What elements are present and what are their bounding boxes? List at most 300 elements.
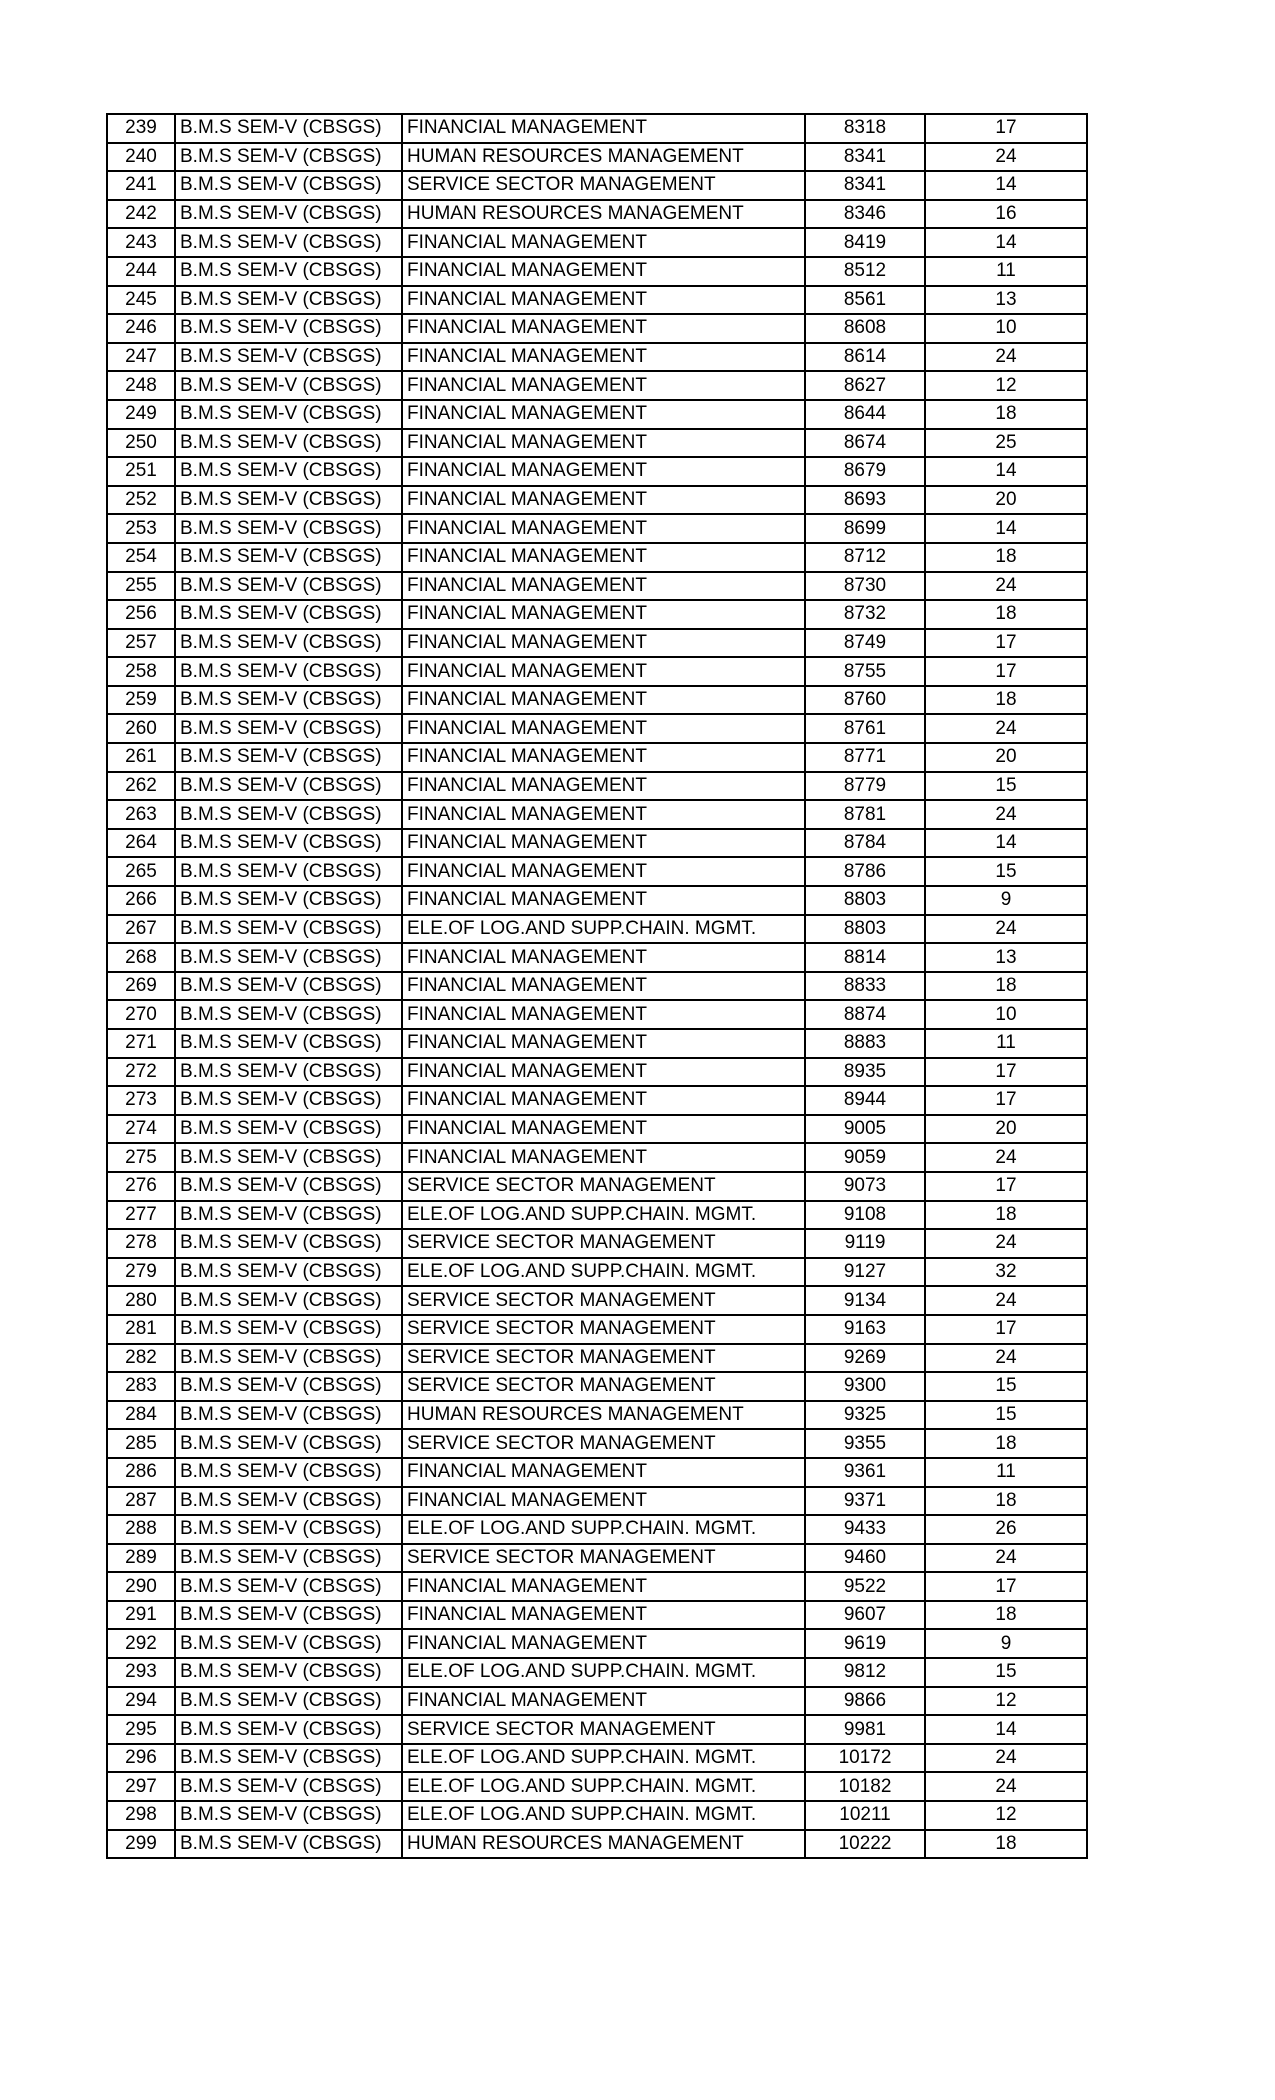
seat-number-cell: 9361 bbox=[805, 1458, 925, 1487]
marks-cell: 11 bbox=[925, 1458, 1087, 1487]
serial-number-cell: 248 bbox=[107, 371, 175, 400]
seat-number-cell: 8781 bbox=[805, 800, 925, 829]
marks-cell: 24 bbox=[925, 1544, 1087, 1573]
subject-cell: FINANCIAL MANAGEMENT bbox=[402, 857, 805, 886]
serial-number-cell: 242 bbox=[107, 200, 175, 229]
class-cell: B.M.S SEM-V (CBSGS) bbox=[175, 200, 402, 229]
marks-cell: 14 bbox=[925, 829, 1087, 858]
seat-number-cell: 8749 bbox=[805, 629, 925, 658]
serial-number-cell: 269 bbox=[107, 972, 175, 1001]
subject-cell: SERVICE SECTOR MANAGEMENT bbox=[402, 1715, 805, 1744]
serial-number-cell: 271 bbox=[107, 1029, 175, 1058]
class-cell: B.M.S SEM-V (CBSGS) bbox=[175, 1286, 402, 1315]
serial-number-cell: 299 bbox=[107, 1830, 175, 1859]
class-cell: B.M.S SEM-V (CBSGS) bbox=[175, 1372, 402, 1401]
table-row bbox=[107, 1487, 1087, 1516]
subject-cell: ELE.OF LOG.AND SUPP.CHAIN. MGMT. bbox=[402, 1772, 805, 1801]
subject-cell: FINANCIAL MANAGEMENT bbox=[402, 314, 805, 343]
subject-cell: FINANCIAL MANAGEMENT bbox=[402, 1487, 805, 1516]
class-cell: B.M.S SEM-V (CBSGS) bbox=[175, 314, 402, 343]
class-cell: B.M.S SEM-V (CBSGS) bbox=[175, 486, 402, 515]
class-cell: B.M.S SEM-V (CBSGS) bbox=[175, 371, 402, 400]
seat-number-cell: 8803 bbox=[805, 886, 925, 915]
table-row bbox=[107, 1086, 1087, 1115]
seat-number-cell: 8874 bbox=[805, 1000, 925, 1029]
serial-number-cell: 270 bbox=[107, 1000, 175, 1029]
table-row bbox=[107, 714, 1087, 743]
marks-cell: 26 bbox=[925, 1515, 1087, 1544]
marks-cell: 24 bbox=[925, 1772, 1087, 1801]
marks-cell: 17 bbox=[925, 1172, 1087, 1201]
marks-cell: 9 bbox=[925, 1629, 1087, 1658]
seat-number-cell: 8760 bbox=[805, 686, 925, 715]
subject-cell: SERVICE SECTOR MANAGEMENT bbox=[402, 171, 805, 200]
table-row bbox=[107, 772, 1087, 801]
marks-cell: 24 bbox=[925, 1229, 1087, 1258]
marks-cell: 18 bbox=[925, 1201, 1087, 1230]
class-cell: B.M.S SEM-V (CBSGS) bbox=[175, 1601, 402, 1630]
seat-number-cell: 8779 bbox=[805, 772, 925, 801]
marks-cell: 13 bbox=[925, 943, 1087, 972]
marks-cell: 24 bbox=[925, 714, 1087, 743]
seat-number-cell: 8935 bbox=[805, 1058, 925, 1087]
seat-number-cell: 9460 bbox=[805, 1544, 925, 1573]
class-cell: B.M.S SEM-V (CBSGS) bbox=[175, 1429, 402, 1458]
subject-cell: FINANCIAL MANAGEMENT bbox=[402, 686, 805, 715]
seat-number-cell: 8784 bbox=[805, 829, 925, 858]
serial-number-cell: 292 bbox=[107, 1629, 175, 1658]
serial-number-cell: 293 bbox=[107, 1658, 175, 1687]
class-cell: B.M.S SEM-V (CBSGS) bbox=[175, 915, 402, 944]
marks-cell: 24 bbox=[925, 143, 1087, 172]
table-row bbox=[107, 829, 1087, 858]
subject-cell: FINANCIAL MANAGEMENT bbox=[402, 1115, 805, 1144]
serial-number-cell: 252 bbox=[107, 486, 175, 515]
marks-cell: 13 bbox=[925, 286, 1087, 315]
seat-number-cell: 9812 bbox=[805, 1658, 925, 1687]
seat-number-cell: 8814 bbox=[805, 943, 925, 972]
subject-cell: ELE.OF LOG.AND SUPP.CHAIN. MGMT. bbox=[402, 1201, 805, 1230]
table-row bbox=[107, 886, 1087, 915]
seat-number-cell: 8561 bbox=[805, 286, 925, 315]
marks-cell: 14 bbox=[925, 171, 1087, 200]
subject-cell: SERVICE SECTOR MANAGEMENT bbox=[402, 1544, 805, 1573]
table-row bbox=[107, 800, 1087, 829]
table-row bbox=[107, 1830, 1087, 1859]
table-row bbox=[107, 1772, 1087, 1801]
serial-number-cell: 280 bbox=[107, 1286, 175, 1315]
seat-number-cell: 9134 bbox=[805, 1286, 925, 1315]
seat-number-cell: 9619 bbox=[805, 1629, 925, 1658]
serial-number-cell: 260 bbox=[107, 714, 175, 743]
class-cell: B.M.S SEM-V (CBSGS) bbox=[175, 886, 402, 915]
seat-number-cell: 10222 bbox=[805, 1830, 925, 1859]
marks-cell: 25 bbox=[925, 429, 1087, 458]
serial-number-cell: 258 bbox=[107, 657, 175, 686]
serial-number-cell: 298 bbox=[107, 1801, 175, 1830]
class-cell: B.M.S SEM-V (CBSGS) bbox=[175, 600, 402, 629]
seat-number-cell: 8318 bbox=[805, 114, 925, 143]
seat-number-cell: 9355 bbox=[805, 1429, 925, 1458]
marks-cell: 10 bbox=[925, 314, 1087, 343]
marks-cell: 12 bbox=[925, 1801, 1087, 1830]
subject-cell: ELE.OF LOG.AND SUPP.CHAIN. MGMT. bbox=[402, 1744, 805, 1773]
subject-cell: ELE.OF LOG.AND SUPP.CHAIN. MGMT. bbox=[402, 1801, 805, 1830]
subject-cell: ELE.OF LOG.AND SUPP.CHAIN. MGMT. bbox=[402, 1658, 805, 1687]
table-row bbox=[107, 514, 1087, 543]
marks-cell: 18 bbox=[925, 600, 1087, 629]
marks-cell: 17 bbox=[925, 657, 1087, 686]
class-cell: B.M.S SEM-V (CBSGS) bbox=[175, 1000, 402, 1029]
seat-number-cell: 8614 bbox=[805, 343, 925, 372]
subject-cell: FINANCIAL MANAGEMENT bbox=[402, 114, 805, 143]
seat-number-cell: 8944 bbox=[805, 1086, 925, 1115]
table-row bbox=[107, 1629, 1087, 1658]
class-cell: B.M.S SEM-V (CBSGS) bbox=[175, 572, 402, 601]
subject-cell: HUMAN RESOURCES MANAGEMENT bbox=[402, 1401, 805, 1430]
marks-cell: 18 bbox=[925, 1830, 1087, 1859]
seat-number-cell: 8693 bbox=[805, 486, 925, 515]
serial-number-cell: 277 bbox=[107, 1201, 175, 1230]
serial-number-cell: 247 bbox=[107, 343, 175, 372]
table-row bbox=[107, 943, 1087, 972]
seat-number-cell: 9059 bbox=[805, 1143, 925, 1172]
class-cell: B.M.S SEM-V (CBSGS) bbox=[175, 1143, 402, 1172]
table-row bbox=[107, 1143, 1087, 1172]
table-row bbox=[107, 1715, 1087, 1744]
subject-cell: FINANCIAL MANAGEMENT bbox=[402, 772, 805, 801]
class-cell: B.M.S SEM-V (CBSGS) bbox=[175, 629, 402, 658]
subject-cell: FINANCIAL MANAGEMENT bbox=[402, 514, 805, 543]
marks-cell: 24 bbox=[925, 1143, 1087, 1172]
seat-number-cell: 8771 bbox=[805, 743, 925, 772]
seat-number-cell: 8699 bbox=[805, 514, 925, 543]
subject-cell: HUMAN RESOURCES MANAGEMENT bbox=[402, 143, 805, 172]
seat-number-cell: 9108 bbox=[805, 1201, 925, 1230]
subject-cell: FINANCIAL MANAGEMENT bbox=[402, 1687, 805, 1716]
marks-cell: 24 bbox=[925, 1744, 1087, 1773]
seat-number-cell: 9269 bbox=[805, 1344, 925, 1373]
marks-cell: 24 bbox=[925, 800, 1087, 829]
class-cell: B.M.S SEM-V (CBSGS) bbox=[175, 1572, 402, 1601]
marks-cell: 12 bbox=[925, 1687, 1087, 1716]
table-row bbox=[107, 1801, 1087, 1830]
subject-cell: FINANCIAL MANAGEMENT bbox=[402, 1029, 805, 1058]
marks-cell: 17 bbox=[925, 1315, 1087, 1344]
class-cell: B.M.S SEM-V (CBSGS) bbox=[175, 772, 402, 801]
table-row bbox=[107, 343, 1087, 372]
marks-cell: 24 bbox=[925, 572, 1087, 601]
seat-number-cell: 8644 bbox=[805, 400, 925, 429]
marks-cell: 32 bbox=[925, 1258, 1087, 1287]
table-row bbox=[107, 1601, 1087, 1630]
subject-cell: FINANCIAL MANAGEMENT bbox=[402, 1058, 805, 1087]
class-cell: B.M.S SEM-V (CBSGS) bbox=[175, 829, 402, 858]
table-row bbox=[107, 1515, 1087, 1544]
table-row bbox=[107, 1572, 1087, 1601]
table-row bbox=[107, 743, 1087, 772]
serial-number-cell: 274 bbox=[107, 1115, 175, 1144]
table-row bbox=[107, 1258, 1087, 1287]
marks-cell: 17 bbox=[925, 114, 1087, 143]
class-cell: B.M.S SEM-V (CBSGS) bbox=[175, 1544, 402, 1573]
class-cell: B.M.S SEM-V (CBSGS) bbox=[175, 1086, 402, 1115]
table-row bbox=[107, 457, 1087, 486]
class-cell: B.M.S SEM-V (CBSGS) bbox=[175, 743, 402, 772]
marks-cell: 14 bbox=[925, 228, 1087, 257]
table-row bbox=[107, 314, 1087, 343]
serial-number-cell: 297 bbox=[107, 1772, 175, 1801]
table-row bbox=[107, 657, 1087, 686]
marks-cell: 20 bbox=[925, 743, 1087, 772]
serial-number-cell: 268 bbox=[107, 943, 175, 972]
serial-number-cell: 282 bbox=[107, 1344, 175, 1373]
marks-cell: 16 bbox=[925, 200, 1087, 229]
seat-number-cell: 8712 bbox=[805, 543, 925, 572]
class-cell: B.M.S SEM-V (CBSGS) bbox=[175, 143, 402, 172]
seat-number-cell: 8803 bbox=[805, 915, 925, 944]
serial-number-cell: 262 bbox=[107, 772, 175, 801]
table-row bbox=[107, 1429, 1087, 1458]
subject-cell: SERVICE SECTOR MANAGEMENT bbox=[402, 1229, 805, 1258]
subject-cell: FINANCIAL MANAGEMENT bbox=[402, 972, 805, 1001]
table-row bbox=[107, 1029, 1087, 1058]
table-row bbox=[107, 972, 1087, 1001]
marks-cell: 10 bbox=[925, 1000, 1087, 1029]
class-cell: B.M.S SEM-V (CBSGS) bbox=[175, 1772, 402, 1801]
table-row bbox=[107, 429, 1087, 458]
table-row bbox=[107, 1115, 1087, 1144]
subject-cell: FINANCIAL MANAGEMENT bbox=[402, 343, 805, 372]
subject-cell: FINANCIAL MANAGEMENT bbox=[402, 1458, 805, 1487]
marks-cell: 18 bbox=[925, 972, 1087, 1001]
subject-cell: FINANCIAL MANAGEMENT bbox=[402, 829, 805, 858]
serial-number-cell: 263 bbox=[107, 800, 175, 829]
serial-number-cell: 278 bbox=[107, 1229, 175, 1258]
serial-number-cell: 256 bbox=[107, 600, 175, 629]
seat-number-cell: 8608 bbox=[805, 314, 925, 343]
subject-cell: FINANCIAL MANAGEMENT bbox=[402, 257, 805, 286]
class-cell: B.M.S SEM-V (CBSGS) bbox=[175, 800, 402, 829]
seat-number-cell: 8674 bbox=[805, 429, 925, 458]
marks-cell: 18 bbox=[925, 543, 1087, 572]
serial-number-cell: 261 bbox=[107, 743, 175, 772]
subject-cell: FINANCIAL MANAGEMENT bbox=[402, 600, 805, 629]
marks-cell: 17 bbox=[925, 1086, 1087, 1115]
marks-cell: 15 bbox=[925, 1401, 1087, 1430]
table-row bbox=[107, 600, 1087, 629]
subject-cell: FINANCIAL MANAGEMENT bbox=[402, 1629, 805, 1658]
class-cell: B.M.S SEM-V (CBSGS) bbox=[175, 1658, 402, 1687]
seat-number-cell: 10172 bbox=[805, 1744, 925, 1773]
serial-number-cell: 295 bbox=[107, 1715, 175, 1744]
subject-cell: FINANCIAL MANAGEMENT bbox=[402, 743, 805, 772]
class-cell: B.M.S SEM-V (CBSGS) bbox=[175, 400, 402, 429]
marks-cell: 15 bbox=[925, 772, 1087, 801]
subject-cell: FINANCIAL MANAGEMENT bbox=[402, 1086, 805, 1115]
serial-number-cell: 281 bbox=[107, 1315, 175, 1344]
class-cell: B.M.S SEM-V (CBSGS) bbox=[175, 1315, 402, 1344]
marks-cell: 14 bbox=[925, 514, 1087, 543]
serial-number-cell: 245 bbox=[107, 286, 175, 315]
class-cell: B.M.S SEM-V (CBSGS) bbox=[175, 543, 402, 572]
subject-cell: FINANCIAL MANAGEMENT bbox=[402, 1000, 805, 1029]
marks-cell: 12 bbox=[925, 371, 1087, 400]
table-row bbox=[107, 257, 1087, 286]
serial-number-cell: 291 bbox=[107, 1601, 175, 1630]
table-row bbox=[107, 1058, 1087, 1087]
subject-cell: ELE.OF LOG.AND SUPP.CHAIN. MGMT. bbox=[402, 1515, 805, 1544]
marks-cell: 9 bbox=[925, 886, 1087, 915]
table-row bbox=[107, 1658, 1087, 1687]
table-row bbox=[107, 371, 1087, 400]
class-cell: B.M.S SEM-V (CBSGS) bbox=[175, 1515, 402, 1544]
serial-number-cell: 251 bbox=[107, 457, 175, 486]
serial-number-cell: 255 bbox=[107, 572, 175, 601]
class-cell: B.M.S SEM-V (CBSGS) bbox=[175, 286, 402, 315]
seat-number-cell: 8512 bbox=[805, 257, 925, 286]
seat-number-cell: 9127 bbox=[805, 1258, 925, 1287]
results-table bbox=[106, 113, 1088, 1859]
subject-cell: SERVICE SECTOR MANAGEMENT bbox=[402, 1372, 805, 1401]
serial-number-cell: 273 bbox=[107, 1086, 175, 1115]
serial-number-cell: 240 bbox=[107, 143, 175, 172]
marks-cell: 18 bbox=[925, 1429, 1087, 1458]
table-row bbox=[107, 486, 1087, 515]
marks-cell: 20 bbox=[925, 1115, 1087, 1144]
marks-cell: 24 bbox=[925, 343, 1087, 372]
table-row bbox=[107, 686, 1087, 715]
class-cell: B.M.S SEM-V (CBSGS) bbox=[175, 171, 402, 200]
seat-number-cell: 8761 bbox=[805, 714, 925, 743]
class-cell: B.M.S SEM-V (CBSGS) bbox=[175, 714, 402, 743]
marks-cell: 14 bbox=[925, 1715, 1087, 1744]
seat-number-cell: 9981 bbox=[805, 1715, 925, 1744]
table-row bbox=[107, 1000, 1087, 1029]
marks-cell: 24 bbox=[925, 1344, 1087, 1373]
serial-number-cell: 276 bbox=[107, 1172, 175, 1201]
seat-number-cell: 8346 bbox=[805, 200, 925, 229]
serial-number-cell: 239 bbox=[107, 114, 175, 143]
subject-cell: ELE.OF LOG.AND SUPP.CHAIN. MGMT. bbox=[402, 915, 805, 944]
subject-cell: SERVICE SECTOR MANAGEMENT bbox=[402, 1315, 805, 1344]
marks-cell: 17 bbox=[925, 1058, 1087, 1087]
table-row bbox=[107, 543, 1087, 572]
seat-number-cell: 9005 bbox=[805, 1115, 925, 1144]
subject-cell: FINANCIAL MANAGEMENT bbox=[402, 714, 805, 743]
subject-cell: FINANCIAL MANAGEMENT bbox=[402, 572, 805, 601]
seat-number-cell: 8883 bbox=[805, 1029, 925, 1058]
class-cell: B.M.S SEM-V (CBSGS) bbox=[175, 686, 402, 715]
class-cell: B.M.S SEM-V (CBSGS) bbox=[175, 114, 402, 143]
marks-cell: 20 bbox=[925, 486, 1087, 515]
subject-cell: FINANCIAL MANAGEMENT bbox=[402, 1601, 805, 1630]
serial-number-cell: 264 bbox=[107, 829, 175, 858]
class-cell: B.M.S SEM-V (CBSGS) bbox=[175, 1344, 402, 1373]
class-cell: B.M.S SEM-V (CBSGS) bbox=[175, 1115, 402, 1144]
serial-number-cell: 288 bbox=[107, 1515, 175, 1544]
seat-number-cell: 8730 bbox=[805, 572, 925, 601]
seat-number-cell: 8786 bbox=[805, 857, 925, 886]
class-cell: B.M.S SEM-V (CBSGS) bbox=[175, 1229, 402, 1258]
class-cell: B.M.S SEM-V (CBSGS) bbox=[175, 1458, 402, 1487]
serial-number-cell: 296 bbox=[107, 1744, 175, 1773]
subject-cell: HUMAN RESOURCES MANAGEMENT bbox=[402, 200, 805, 229]
serial-number-cell: 287 bbox=[107, 1487, 175, 1516]
class-cell: B.M.S SEM-V (CBSGS) bbox=[175, 857, 402, 886]
class-cell: B.M.S SEM-V (CBSGS) bbox=[175, 1801, 402, 1830]
class-cell: B.M.S SEM-V (CBSGS) bbox=[175, 1715, 402, 1744]
class-cell: B.M.S SEM-V (CBSGS) bbox=[175, 972, 402, 1001]
subject-cell: FINANCIAL MANAGEMENT bbox=[402, 886, 805, 915]
seat-number-cell: 9300 bbox=[805, 1372, 925, 1401]
serial-number-cell: 267 bbox=[107, 915, 175, 944]
marks-cell: 18 bbox=[925, 1601, 1087, 1630]
table-row bbox=[107, 1372, 1087, 1401]
marks-cell: 24 bbox=[925, 1286, 1087, 1315]
class-cell: B.M.S SEM-V (CBSGS) bbox=[175, 657, 402, 686]
seat-number-cell: 8419 bbox=[805, 228, 925, 257]
subject-cell: SERVICE SECTOR MANAGEMENT bbox=[402, 1344, 805, 1373]
table-row bbox=[107, 1744, 1087, 1773]
class-cell: B.M.S SEM-V (CBSGS) bbox=[175, 343, 402, 372]
table-row bbox=[107, 857, 1087, 886]
table-row bbox=[107, 1344, 1087, 1373]
serial-number-cell: 249 bbox=[107, 400, 175, 429]
serial-number-cell: 279 bbox=[107, 1258, 175, 1287]
marks-cell: 18 bbox=[925, 400, 1087, 429]
table-row bbox=[107, 1544, 1087, 1573]
serial-number-cell: 290 bbox=[107, 1572, 175, 1601]
subject-cell: FINANCIAL MANAGEMENT bbox=[402, 400, 805, 429]
seat-number-cell: 8833 bbox=[805, 972, 925, 1001]
table-row bbox=[107, 143, 1087, 172]
class-cell: B.M.S SEM-V (CBSGS) bbox=[175, 943, 402, 972]
subject-cell: FINANCIAL MANAGEMENT bbox=[402, 800, 805, 829]
class-cell: B.M.S SEM-V (CBSGS) bbox=[175, 457, 402, 486]
seat-number-cell: 8679 bbox=[805, 457, 925, 486]
table-row bbox=[107, 228, 1087, 257]
table-row bbox=[107, 286, 1087, 315]
seat-number-cell: 9073 bbox=[805, 1172, 925, 1201]
subject-cell: FINANCIAL MANAGEMENT bbox=[402, 629, 805, 658]
serial-number-cell: 254 bbox=[107, 543, 175, 572]
results-table-body bbox=[107, 114, 1087, 1858]
marks-cell: 24 bbox=[925, 915, 1087, 944]
subject-cell: FINANCIAL MANAGEMENT bbox=[402, 286, 805, 315]
marks-cell: 15 bbox=[925, 857, 1087, 886]
class-cell: B.M.S SEM-V (CBSGS) bbox=[175, 1744, 402, 1773]
class-cell: B.M.S SEM-V (CBSGS) bbox=[175, 228, 402, 257]
seat-number-cell: 9522 bbox=[805, 1572, 925, 1601]
seat-number-cell: 8755 bbox=[805, 657, 925, 686]
table-row bbox=[107, 400, 1087, 429]
table-row bbox=[107, 114, 1087, 143]
seat-number-cell: 10211 bbox=[805, 1801, 925, 1830]
serial-number-cell: 259 bbox=[107, 686, 175, 715]
subject-cell: FINANCIAL MANAGEMENT bbox=[402, 543, 805, 572]
serial-number-cell: 253 bbox=[107, 514, 175, 543]
serial-number-cell: 272 bbox=[107, 1058, 175, 1087]
table-row bbox=[107, 200, 1087, 229]
subject-cell: FINANCIAL MANAGEMENT bbox=[402, 371, 805, 400]
subject-cell: FINANCIAL MANAGEMENT bbox=[402, 657, 805, 686]
table-row bbox=[107, 915, 1087, 944]
serial-number-cell: 294 bbox=[107, 1687, 175, 1716]
seat-number-cell: 8341 bbox=[805, 143, 925, 172]
subject-cell: FINANCIAL MANAGEMENT bbox=[402, 1143, 805, 1172]
class-cell: B.M.S SEM-V (CBSGS) bbox=[175, 1172, 402, 1201]
